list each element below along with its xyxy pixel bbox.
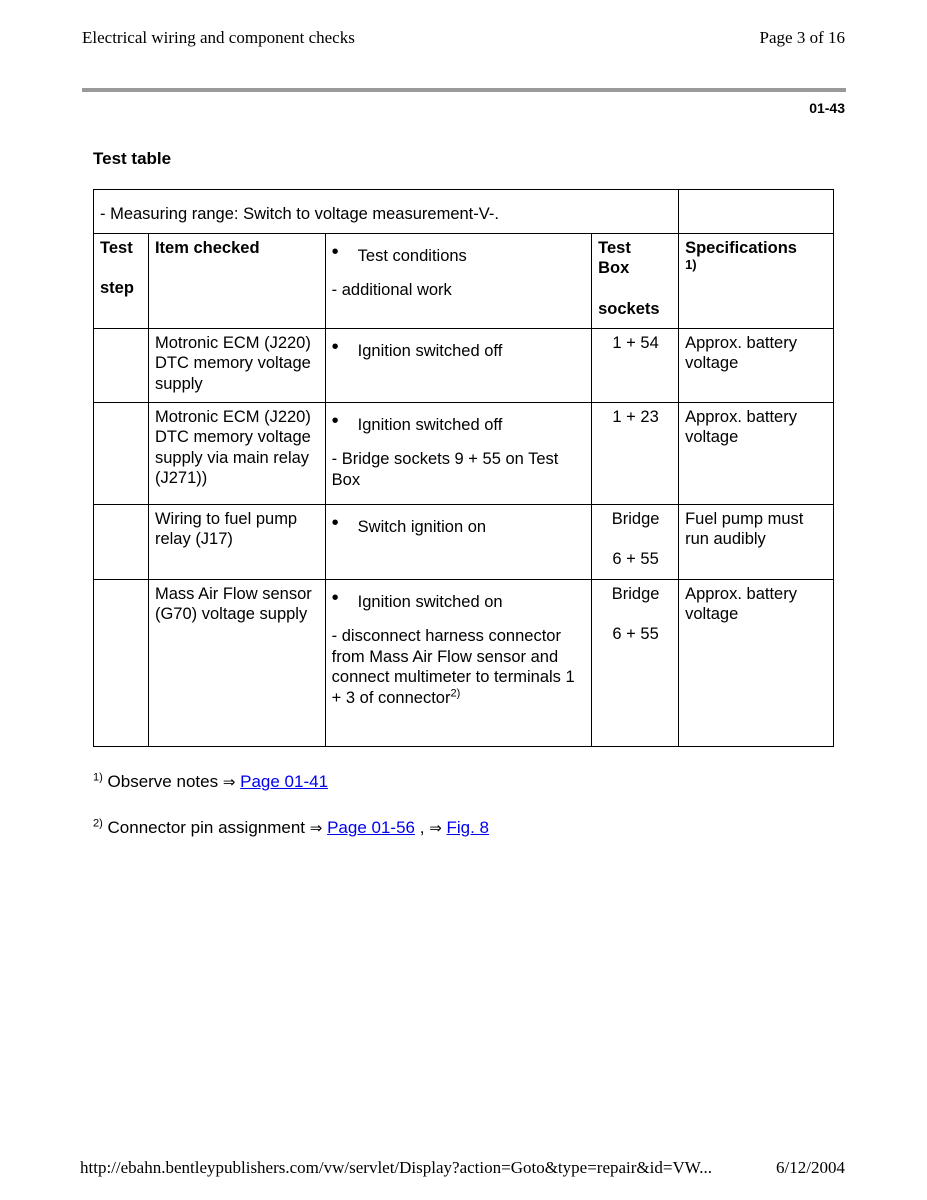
bullet-icon: • [331,409,339,432]
specification: Approx. battery voltage [679,328,834,402]
section-title: Test table [93,149,172,168]
footer-date: 6/12/2004 [776,1158,845,1177]
test-box-sockets: Bridge 6 + 55 [592,579,679,746]
footnote-2: $^{2)}$ Connector pin assignment ⇒ Page 01-56 , ⇒ Fig. 8 [93,817,490,837]
test-box-sockets: Bridge 6 + 55 [592,504,679,579]
item-checked: Motronic ECM (J220) DTC memory voltage supply [148,328,325,402]
page-number: Page 3 of 16 [759,28,845,47]
header-row [94,233,834,328]
specification: Approx. battery voltage [679,579,834,746]
table-row: Motronic ECM (J220) DTC memory voltage supply • Ignition switched off 1 + 54 Approx. battery voltage [94,328,834,402]
measuring-range: - Measuring range: Switch to voltage measurement-V-. [94,190,679,234]
table-row: Mass Air Flow sensor (G70) voltage supply • Ignition switched on - disconnect harness connector from Mass Air Flow sensor and connect multimeter to terminals 1 + 3 of connector$^{2)}$ Bridge 6 + 55 Approx. battery voltage [94,579,834,746]
arrow-right-icon: ⇒ [429,819,442,837]
item-checked: Mass Air Flow sensor (G70) voltage supply [148,579,325,746]
header-test-conditions: • Test conditions - additional work [325,233,591,328]
header-test-step: Test step [94,233,149,328]
link-page-01-56[interactable]: Page 01-56 [327,818,415,837]
specification: Fuel pump must run audibly [679,504,834,579]
item-checked: Motronic ECM (J220) DTC memory voltage supply via main relay (J271)) [148,402,325,504]
bullet-icon: • [331,335,339,358]
test-box-sockets: 1 + 23 [592,402,679,504]
document-title: Electrical wiring and component checks [82,28,355,47]
table-row: Wiring to fuel pump relay (J17) • Switch ignition on Bridge 6 + 55 Fuel pump must run audibly [94,504,834,579]
header-item-checked: Item checked [148,233,325,328]
arrow-right-icon: ⇒ [222,773,236,791]
bullet-icon: • [331,586,339,609]
header-divider [82,88,846,92]
footnote-1: $^{1)}$ Observe notes ⇒ Page 01-41 [93,771,329,791]
table-row: Motronic ECM (J220) DTC memory voltage supply via main relay (J271)) • Ignition switched off - Bridge sockets 9 + 55 on Test Box 1 + 23 Approx. battery voltage [94,402,834,504]
test-table [93,189,834,747]
doc-code: 01-43 [809,100,845,116]
link-page-01-41[interactable]: Page 01-41 [240,772,329,791]
header-specifications: Specifications 1) [679,233,834,328]
bullet-icon: • [331,240,339,263]
test-box-sockets: 1 + 54 [592,328,679,402]
header-test-box-sockets: Test Box sockets [592,233,679,328]
item-checked: Wiring to fuel pump relay (J17) [148,504,325,579]
specification: Approx. battery voltage [679,402,834,504]
bullet-icon: • [331,511,339,534]
additional-work: - disconnect harness connector from Mass Air Flow sensor and connect multimeter to terminals 1 + 3 of connector$^{2)}$ [331,627,575,707]
arrow-right-icon: ⇒ [309,819,323,837]
measuring-range-row [94,190,834,234]
link-fig-8[interactable]: Fig. 8 [446,818,490,837]
additional-work: - Bridge sockets 9 + 55 on Test Box [331,450,559,489]
footer-url: http://ebahn.bentleypublishers.com/vw/servlet/Display?action=Goto&type=repair&id=VW... [80,1158,712,1177]
